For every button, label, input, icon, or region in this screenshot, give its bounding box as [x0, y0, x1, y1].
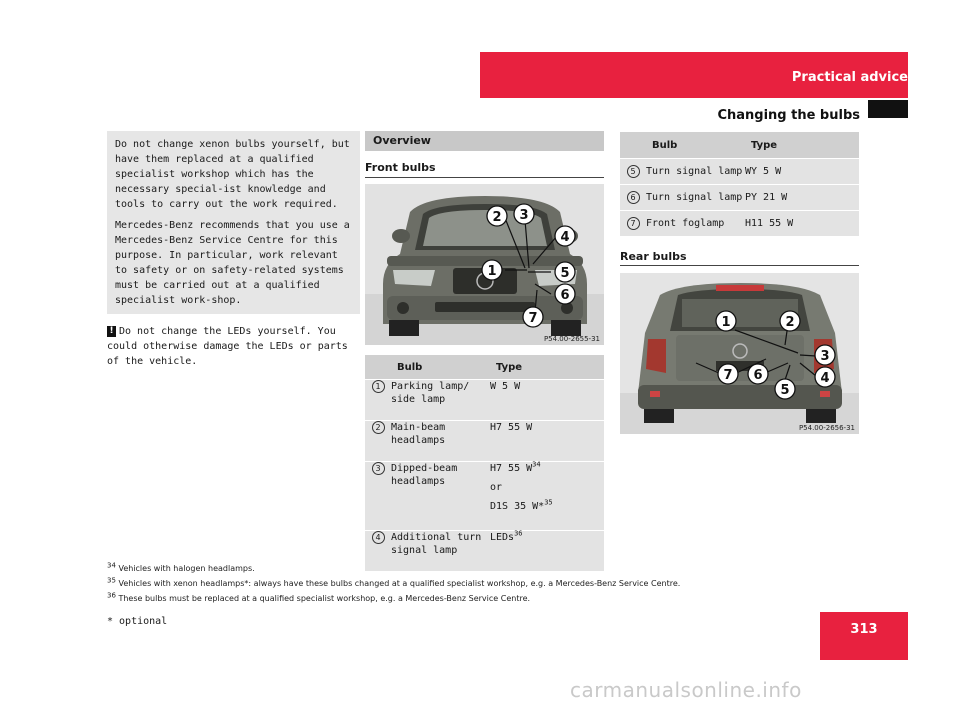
- rear-car-illustration: [620, 273, 859, 434]
- callout-front-6-label: 6: [560, 288, 570, 303]
- table-row: [620, 185, 859, 210]
- callout-rear-2-label: 2: [785, 315, 795, 330]
- table-row: [620, 211, 859, 236]
- callout-front-7-label: 7: [528, 311, 538, 326]
- bulb-name: Dipped-beam headlamps: [391, 462, 490, 530]
- footnote-ref: 35: [544, 498, 553, 507]
- bulb-name: Front foglamp: [646, 211, 745, 236]
- section-title: Practical advice: [791, 70, 908, 85]
- callout-rear-5-label: 5: [780, 383, 790, 398]
- front-photo-code: P54.00-2655-31: [543, 335, 600, 343]
- table-row: [365, 421, 604, 461]
- bulb-table-front-2: [620, 131, 859, 237]
- callout-front-2-label: 2: [492, 210, 502, 225]
- bulb-number-badge: 3: [372, 462, 385, 475]
- bulb-type-xenon: D1S 35 W*: [490, 501, 545, 512]
- bulb-number-badge: 2: [372, 421, 385, 434]
- bulb-type: [490, 462, 604, 530]
- led-warning: [107, 324, 351, 369]
- bulb-number-badge: 6: [627, 191, 640, 204]
- bulb-name: Parking lamp/ side lamp: [391, 380, 490, 420]
- col-bulb-header: Bulb: [391, 355, 490, 379]
- bulb-number-badge: 7: [627, 217, 640, 230]
- callout-rear-1-label: 1: [721, 315, 731, 330]
- warning-icon: !: [107, 326, 116, 337]
- table-header-row: [365, 355, 604, 379]
- bulb-type: H11 55 W: [745, 211, 859, 236]
- footnote-text: Vehicles with halogen headlamps.: [118, 564, 255, 573]
- col-type-header: Type: [745, 132, 859, 158]
- bulb-type: [490, 531, 604, 571]
- bulb-type: H7 55 W: [490, 421, 604, 461]
- header-marker: [868, 100, 908, 118]
- front-bulbs-rule: [365, 177, 604, 178]
- overview-heading: Overview: [365, 131, 604, 151]
- page-number: 313: [850, 622, 878, 637]
- callout-rear-7-label: 7: [723, 368, 733, 383]
- footnote-mark: 34: [107, 561, 116, 570]
- optional-legend: * optional: [107, 616, 168, 627]
- footnote-35: [107, 576, 681, 588]
- callout-rear-6-label: 6: [753, 368, 763, 383]
- note-paragraph: Do not change xenon bulbs yourself, but have them replaced at a qualified specialist workshop which has the necessary special-ist knowledge and tools to carry out the work required.: [115, 139, 350, 210]
- callout-front-3-label: 3: [519, 208, 529, 223]
- bulb-type-or: or: [490, 482, 503, 493]
- table-row: [620, 159, 859, 184]
- front-bulbs-title: Front bulbs: [365, 161, 436, 174]
- bulb-type: W 5 W: [490, 380, 604, 420]
- callout-front-4-label: 4: [560, 230, 570, 245]
- subsection-title: Changing the bulbs: [717, 108, 860, 123]
- table-row: [365, 462, 604, 530]
- rear-bulbs-title: Rear bulbs: [620, 250, 687, 263]
- bulb-name: Main-beam headlamps: [391, 421, 490, 461]
- table-row: [365, 380, 604, 420]
- table-header-row: [620, 132, 859, 158]
- bulb-type-halogen: H7 55 W: [490, 463, 533, 474]
- front-car-illustration: [365, 184, 604, 345]
- bulb-name: Additional turn signal lamp: [391, 531, 490, 571]
- rear-bulbs-photo: [620, 273, 859, 434]
- bulb-type: PY 21 W: [745, 185, 859, 210]
- footnote-34: [107, 561, 255, 573]
- col-type-header: Type: [490, 355, 604, 379]
- table-row: [365, 531, 604, 571]
- rear-photo-code: P54.00-2656-31: [798, 424, 855, 432]
- footnote-ref: 34: [532, 460, 541, 469]
- watermark: carmanualsonline.info: [570, 678, 802, 702]
- warning-text: Do not change the LEDs yourself. You could otherwise damage the LEDs or parts of the vehicle.: [107, 326, 348, 367]
- bulb-name: Turn signal lamp: [646, 159, 745, 184]
- bulb-number-badge: 4: [372, 531, 385, 544]
- bulb-type: WY 5 W: [745, 159, 859, 184]
- bulb-number-badge: 5: [627, 165, 640, 178]
- footnote-mark: 35: [107, 576, 116, 585]
- col-bulb-header: Bulb: [646, 132, 745, 158]
- bulb-table-front-1: [365, 354, 604, 572]
- bulb-number-badge: 1: [372, 380, 385, 393]
- callout-rear-3-label: 3: [820, 349, 830, 364]
- footnote-mark: 36: [107, 591, 116, 600]
- bulb-name: Turn signal lamp: [646, 185, 745, 210]
- footnote-text: These bulbs must be replaced at a qualified specialist workshop, e.g. a Mercedes-Benz Service Centre.: [118, 594, 531, 603]
- callout-front-5-label: 5: [560, 266, 570, 281]
- callout-rear-4-label: 4: [820, 371, 830, 386]
- footnote-ref: 36: [514, 529, 523, 538]
- xenon-note-box: [107, 131, 360, 314]
- note-paragraph: Mercedes-Benz recommends that you use a Mercedes-Benz Service Centre for this purpose. In particular, work relevant to safety or on safety-related systems must be carried out at a qualified specialist work-shop.: [115, 220, 350, 306]
- front-bulbs-photo: [365, 184, 604, 345]
- footnote-text: Vehicles with xenon headlamps*: always have these bulbs changed at a qualified specialist workshop, e.g. a Mercedes-Benz Service Centre.: [118, 579, 681, 588]
- callout-front-1-label: 1: [487, 264, 497, 279]
- rear-bulbs-rule: [620, 265, 859, 266]
- footnote-36: [107, 591, 531, 603]
- bulb-type-leds: LEDs: [490, 532, 515, 543]
